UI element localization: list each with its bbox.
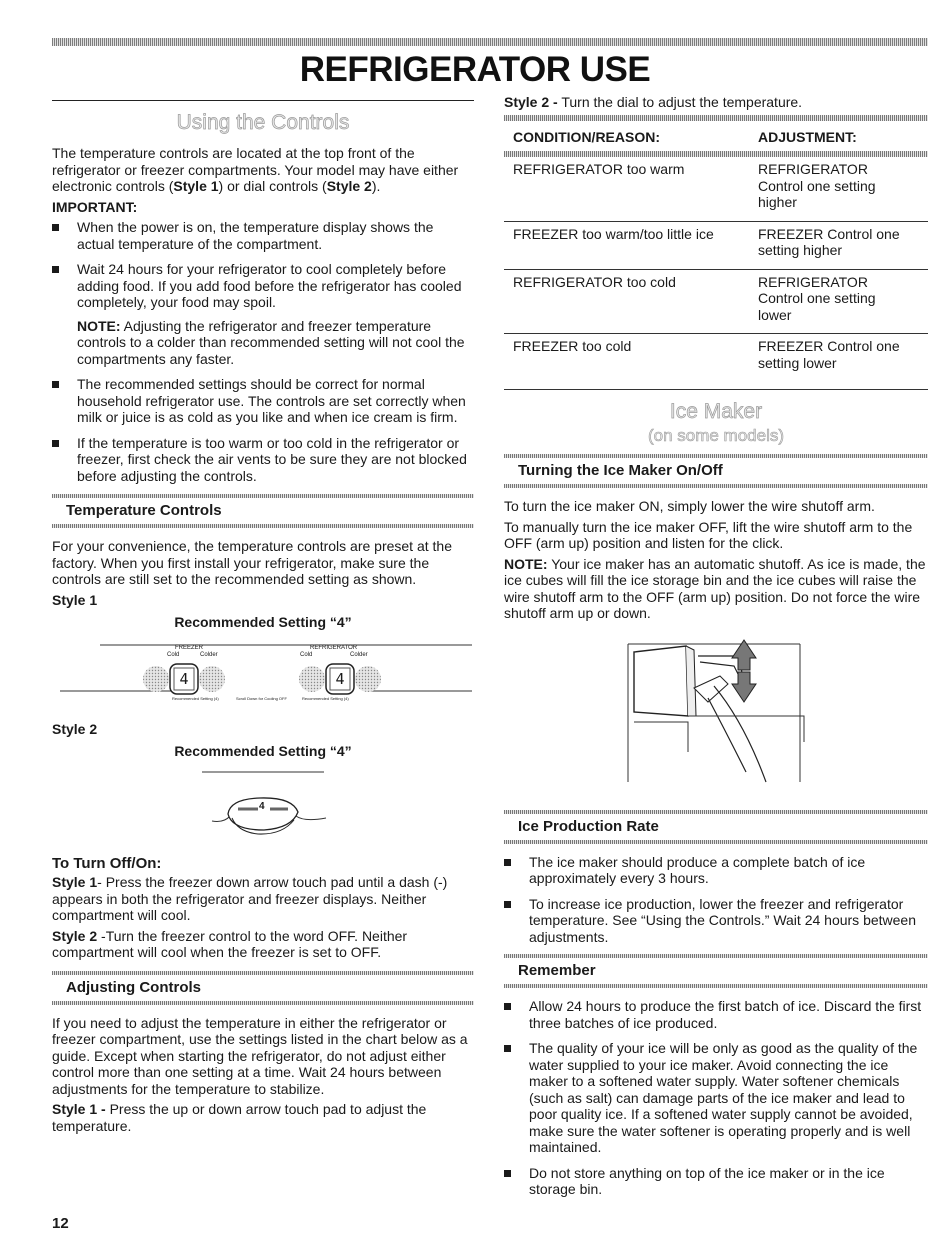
refrigerator-label: REFRIGERATOR (310, 644, 358, 651)
page-title: REFRIGERATOR USE (299, 50, 651, 89)
ice-maker-illustration (504, 632, 928, 792)
table-cell: REFRIGERATOR too cold (504, 269, 749, 334)
adjustment-table (504, 121, 928, 391)
style2-label: Style 2 (52, 720, 98, 737)
settings-list (52, 376, 474, 484)
control-panel-illustration (52, 639, 474, 715)
table-row (504, 269, 928, 334)
section-rule (52, 100, 474, 101)
panel-caption-recommended-2: Recommended Setting (4) (302, 695, 349, 701)
remember-list (504, 998, 928, 1198)
right-column (504, 94, 928, 1207)
adjusting-controls-heading: Adjusting Controls (52, 971, 474, 1005)
table-header-adjustment: ADJUSTMENT: (758, 128, 857, 145)
table-cell: FREEZER too cold (504, 334, 749, 390)
list-item: To increase ice production, lower the freezer and refrigerator temperature. See “Using the Controls.” Wait 24 hours between adjustments. (504, 896, 928, 946)
ice-maker-title: Ice Maker (669, 400, 763, 423)
refrigerator-display-digit: 4 (335, 669, 345, 688)
freezer-label: FREEZER (175, 644, 204, 651)
list-item: The recommended settings should be correct for normal household refrigerator use. The controls are set correctly when milk or juice is as cold as you like and when ice cream is firm. (52, 376, 474, 426)
table-row (504, 221, 928, 269)
freezer-cold-label: Cold (167, 651, 180, 658)
table-header-condition: CONDITION/REASON: (513, 128, 660, 145)
refrigerator-cold-label: Cold (300, 651, 313, 658)
table-cell: FREEZER Control one setting higher (749, 221, 928, 269)
list-item: The quality of your ice will be only as good as the quality of the water supplied to your ice maker. Avoid connecting the ice maker to a softened water supply. Water softener chemicals (such as salt) can damage parts of the ice maker and lead to poor quality ice. If a softened water supply cannot be avoided, make sure the water softener is operating properly and is well maintained. (504, 1040, 928, 1156)
adjusting-body: If you need to adjust the temperature in either the refrigerator or freezer compartment, use the settings listed in the chart below as a guide. Except when starting the refrigerator, do not adjust either control more than one setting at a time. Wait 24 hours between adjustments for the temperature to stabilize. (52, 1014, 468, 1097)
ice-production-rate-heading: Ice Production Rate (504, 810, 928, 844)
panel-caption-recommended-1: Recommended Setting (4) (172, 695, 219, 701)
style1-recommended: Recommended Setting “4” (174, 614, 352, 630)
list-item: Do not store anything on top of the ice maker or in the ice storage bin. (504, 1165, 928, 1198)
refrigerator-colder-label: Colder (350, 651, 368, 658)
electronic-control-panel (52, 639, 474, 715)
dial-setting-digit: 4 (259, 800, 265, 812)
section-title-using-controls: Using the Controls (176, 111, 350, 134)
production-list (504, 854, 928, 946)
turning-p2: To manually turn the ice maker OFF, lift the wire shutoff arm to the OFF (arm up) position and listen for the click. (504, 518, 913, 551)
table-cell: REFRIGERATOR Control one setting higher (749, 157, 928, 221)
dial-control (52, 764, 474, 854)
table-cell: FREEZER too warm/too little ice (504, 221, 749, 269)
ice-maker-drawing (504, 632, 928, 792)
page-number: 12 (52, 1215, 69, 1232)
list-item: The ice maker should produce a complete batch of ice approximately every 3 hours. (504, 854, 928, 887)
temp-controls-body: For your convenience, the temperature controls are preset at the factory. When you first install your refrigerator, make sure the controls are still set to the recommended setting as shown. (52, 538, 452, 587)
turning-note: NOTE: Your ice maker has an automatic shutoff. As ice is made, the ice cubes will fill the ice storage bin and the ice cubes will raise the wire shutoff arm to the OFF (arm up) position. Do not force the wire shutoff arm up or down. (504, 555, 926, 621)
freezer-display-digit: 4 (179, 669, 189, 688)
intro-paragraph: The temperature controls are located at the top front of the refrigerator or freezer compartments. Your model may have either electronic controls (Style 1) or dial controls (Style 2). (52, 145, 459, 194)
table-cell: REFRIGERATOR Control one setting lower (749, 269, 928, 334)
temperature-controls-heading: Temperature Controls (52, 494, 474, 528)
freezer-colder-label: Colder (200, 651, 218, 658)
important-label: IMPORTANT: (52, 198, 138, 215)
note-paragraph: NOTE: Adjusting the refrigerator and freezer temperature controls to a colder than recommended setting will not cool the compartments any faster. (77, 317, 465, 367)
remember-heading: Remember (504, 954, 928, 988)
table-row (504, 157, 928, 221)
panel-caption-off: Scroll Down for Cooling OFF (236, 695, 287, 701)
turn-style2-paragraph: Style 2 -Turn the freezer control to the word OFF. Neither compartment will cool when the freezer is set to OFF. (52, 927, 408, 960)
style2-dial-paragraph: Style 2 - Turn the dial to adjust the temperature. (504, 94, 803, 110)
table-cell: FREEZER Control one setting lower (749, 334, 928, 390)
top-rule (52, 38, 928, 46)
adjusting-style1: Style 1 - Press the up or down arrow touch pad to adjust the temperature. (52, 1101, 427, 1134)
turn-style1-paragraph: Style 1- Press the freezer down arrow touch pad until a dash (-) appears in both the refrigerator and freezer displays. Neither compartment will cool. (52, 874, 448, 923)
list-item: Wait 24 hours for your refrigerator to cool completely before adding food. If you add food before the refrigerator has cooled completely, your food may spoil. (52, 261, 474, 311)
table-cell: REFRIGERATOR too warm (504, 157, 749, 221)
style1-label: Style 1 (52, 591, 98, 608)
left-column (52, 100, 474, 1138)
turning-p1: To turn the ice maker ON, simply lower the wire shutoff arm. (504, 498, 875, 514)
table-row (504, 334, 928, 390)
ice-maker-subtitle: (on some models) (647, 426, 785, 445)
turn-off-on-heading: To Turn Off/On: (52, 854, 162, 872)
important-list (52, 219, 474, 311)
list-item: If the temperature is too warm or too cold in the refrigerator or freezer, first check the air vents to be sure they are not blocked before adjusting the controls. (52, 435, 474, 485)
turning-ice-maker-heading: Turning the Ice Maker On/Off (504, 454, 928, 488)
list-item: Allow 24 hours to produce the first batch of ice. Discard the first three batches of ice produced. (504, 998, 928, 1031)
style2-recommended: Recommended Setting “4” (174, 743, 352, 759)
list-item: When the power is on, the temperature display shows the actual temperature of the compartment. (52, 219, 474, 252)
